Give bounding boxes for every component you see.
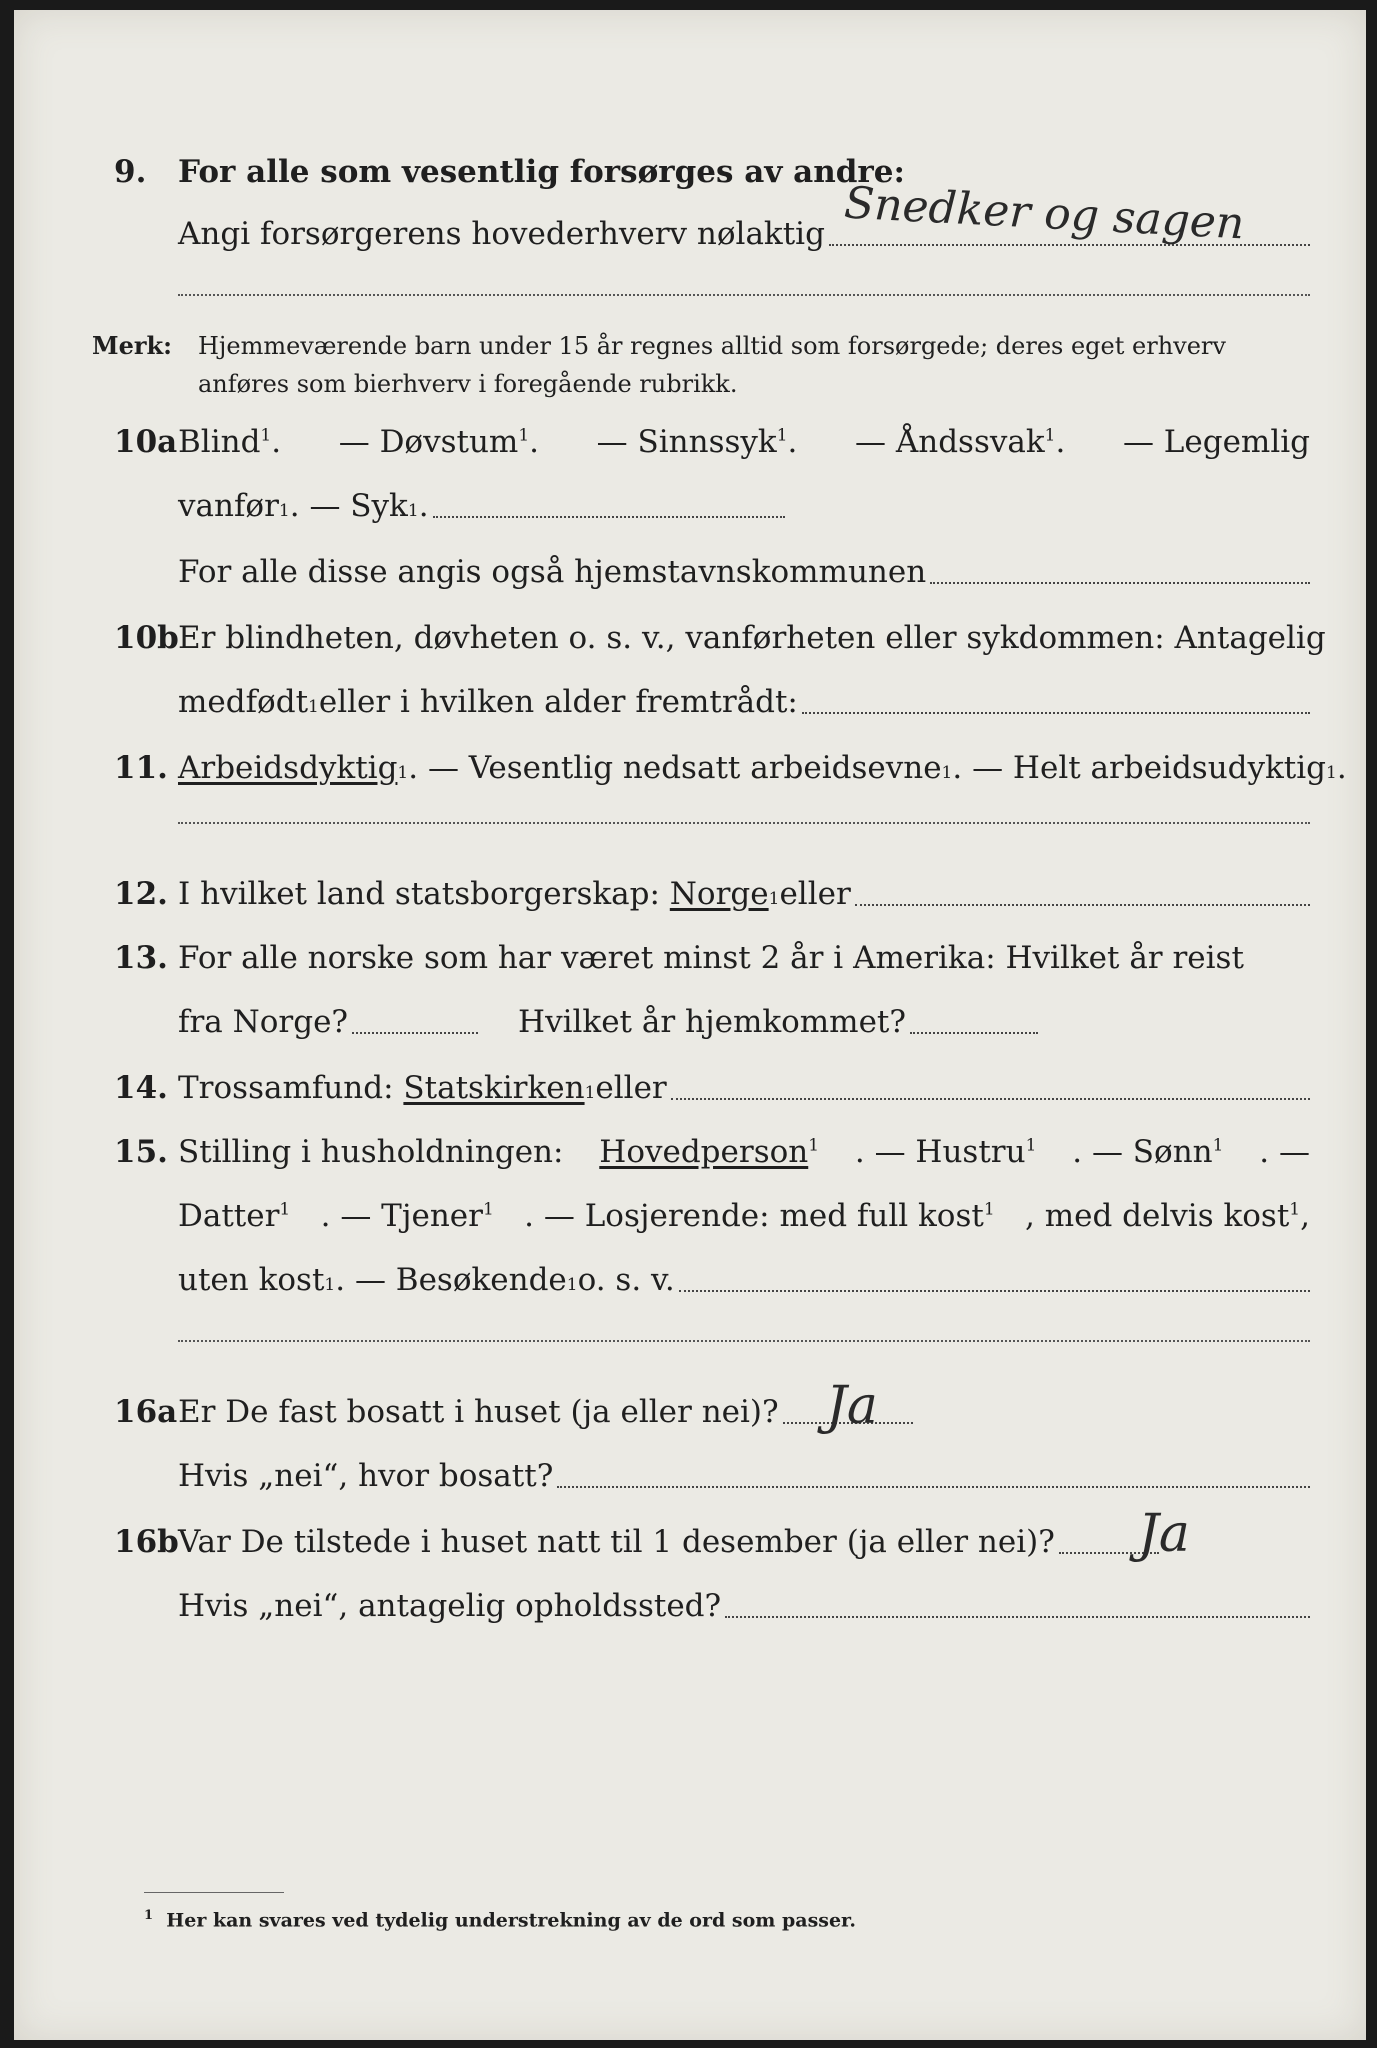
q14-question: Trossamfund: — [178, 1070, 394, 1106]
footnote-text: Her kan svares ved tydelig understrekning av de ord som passer. — [166, 1909, 856, 1932]
q13-reist: fra Norge? — [178, 1004, 349, 1040]
q9-extra-line — [178, 294, 1310, 296]
q12-number: 12. — [114, 876, 168, 912]
q10b-line1 — [14, 606, 1366, 666]
footnote-rule — [144, 1892, 284, 1893]
census-form-page — [14, 10, 1366, 2040]
q10a-hjemstavn: For alle disse angis også hjemstavnskommunen — [178, 554, 927, 590]
q15-extra-line — [178, 1340, 1310, 1342]
opt-statskirken: Statskirken — [403, 1070, 585, 1106]
q16a-bosatt-line — [557, 1486, 1310, 1488]
opt-tjener: . — Tjener — [320, 1198, 483, 1234]
q10a-hjemstavn-line — [930, 582, 1310, 584]
q13-number: 13. — [114, 940, 168, 976]
q12-answer-line — [855, 904, 1310, 906]
q12-eller: eller — [779, 876, 851, 912]
opt-nedsatt: . — Vesentlig nedsatt arbeidsevne — [408, 750, 942, 786]
opt-andssvak: — Åndssvak — [855, 424, 1045, 460]
q12-line1: 12. I hvilket land statsborgerskap: Norge 1 eller — [14, 862, 1366, 922]
opt-besokende: . — Besøkende — [335, 1262, 567, 1298]
opt-sonn: . — Sønn — [1072, 1134, 1213, 1170]
q15-dash: . — — [1259, 1134, 1310, 1170]
q10a-line2: vanfør 1 . — Syk 1 . — [14, 474, 1366, 534]
q9-number: 9. — [114, 154, 147, 190]
opt-uten-kost: uten kost — [178, 1262, 325, 1298]
q13-line1 — [14, 926, 1366, 986]
opt-dovstum: — Døvstum — [338, 424, 519, 460]
footnote-mark: 1 — [144, 1908, 154, 1923]
q10b-number: 10b — [114, 620, 179, 656]
q10a-number: 10a — [114, 424, 178, 460]
q11-line1: 11. Arbeidsdyktig 1 . — Vesentlig nedsatt arbeidsevne 1 . — Helt arbeidsudyktig 1 . — [114, 750, 1347, 786]
q16b-opholdssted-line — [725, 1616, 1310, 1618]
q9-line1 — [14, 140, 1366, 200]
q10a-line1: 10a Blind$^1$. — Døvstum$^1$. — Sinnssyk$^1$. — Åndssvak$^1$. — Legemlig — [114, 424, 1310, 460]
opt-blind: Blind — [178, 424, 261, 460]
q15-question: Stilling i husholdningen: — [178, 1134, 564, 1170]
q14-answer-line — [671, 1098, 1310, 1100]
opt-full-kost: . — Losjerende: med full kost — [524, 1198, 984, 1234]
opt-sinnssyk: — Sinnssyk — [596, 424, 777, 460]
q16a-hvor-bosatt: Hvis „nei“, hvor bosatt? — [178, 1458, 554, 1494]
q11-extra-line — [178, 822, 1310, 824]
opt-norge: Norge — [669, 876, 769, 912]
q9-subquestion: Angi forsørgerens hovederhverv nølaktig — [178, 216, 825, 252]
opt-udyktig: . — Helt arbeidsudyktig — [952, 750, 1327, 786]
opt-syk: . — Syk — [289, 488, 408, 524]
opt-hustru: . — Hustru — [854, 1134, 1026, 1170]
q15-line1: 15. Stilling i husholdningen: Hovedperson$^1$ . — Hustru$^1$ . — Sønn$^1$ . — — [114, 1134, 1310, 1170]
q12-question: I hvilket land statsborgerskap: — [178, 876, 660, 912]
q14-eller: eller — [595, 1070, 667, 1106]
q15-line3: uten kost 1 . — Besøkende 1 o. s. v. — [14, 1248, 1366, 1308]
opt-arbeidsdyktig: Arbeidsdyktig — [178, 750, 398, 786]
q16a-handwritten-answer: Ja — [826, 1376, 878, 1436]
q16b-line2 — [14, 1574, 1366, 1634]
opt-legemlig: — Legemlig — [1122, 424, 1310, 460]
q13-hjemkommet: Hvilket år hjemkommet? — [518, 1004, 907, 1040]
q16a-line2 — [14, 1444, 1366, 1504]
q16a-number: 16a — [114, 1394, 178, 1430]
q15-number: 15. — [114, 1134, 168, 1170]
q14-line1: 14. Trossamfund: Statskirken 1 eller — [14, 1056, 1366, 1116]
q13-reist-line — [352, 1032, 478, 1034]
q9-handwritten-answer: Snedker og sagen — [842, 177, 1246, 250]
q9-question: For alle som vesentlig forsørges av andre: — [178, 154, 905, 190]
q10b-alder: eller i hvilken alder fremtrådt: — [318, 684, 798, 720]
q16b-handwritten-answer: Ja — [1138, 1504, 1190, 1564]
opt-vanfor: vanfør — [178, 488, 279, 524]
q15-answer-line — [679, 1290, 1310, 1292]
merk-text2: anføres som bierhverv i foregående rubrikk. — [198, 370, 738, 398]
merk-line2 — [14, 348, 1366, 408]
q13-line2 — [14, 990, 1366, 1050]
q13-question: For alle norske som har været minst 2 år i Amerika: Hvilket år reist — [178, 940, 1244, 976]
q10b-line2: medfødt 1 eller i hvilken alder fremtrådt: — [14, 670, 1366, 730]
q16b-opholdssted: Hvis „nei“, antagelig opholdssted? — [178, 1588, 722, 1624]
opt-delvis-kost: , med delvis kost — [1025, 1198, 1290, 1234]
q15-osv: o. s. v. — [577, 1262, 675, 1298]
q10a-answer-line — [433, 516, 785, 518]
footnote — [144, 1908, 856, 1931]
q16b-question: Var De tilstede i huset natt til 1 desember (ja eller nei)? — [178, 1524, 1055, 1560]
q16b-number: 16b — [114, 1524, 179, 1560]
q16a-line1 — [14, 1380, 1366, 1440]
q16a-question: Er De fast bosatt i huset (ja eller nei)? — [178, 1394, 779, 1430]
merk-text1: Hjemmeværende barn under 15 år regnes alltid som forsørgede; deres eget erhverv — [198, 332, 1226, 360]
q13-hjemkommet-line — [910, 1032, 1038, 1034]
q10b-answer-line — [802, 712, 1310, 714]
merk-label: Merk: — [92, 331, 172, 360]
q14-number: 14. — [114, 1070, 168, 1106]
opt-medfodt: medfødt — [178, 684, 309, 720]
opt-datter: Datter — [178, 1198, 280, 1234]
q10b-question: Er blindheten, døvheten o. s. v., vanførheten eller sykdommen: Antagelig — [178, 620, 1326, 656]
q11-number: 11. — [114, 750, 168, 786]
opt-hovedperson: Hovedperson — [599, 1134, 809, 1170]
q15-line2: Datter$^1$ . — Tjener$^1$ . — Losjerende: med full kost$^1$ , med delvis kost$^1$, — [178, 1198, 1310, 1234]
q10a-line3 — [14, 540, 1366, 600]
